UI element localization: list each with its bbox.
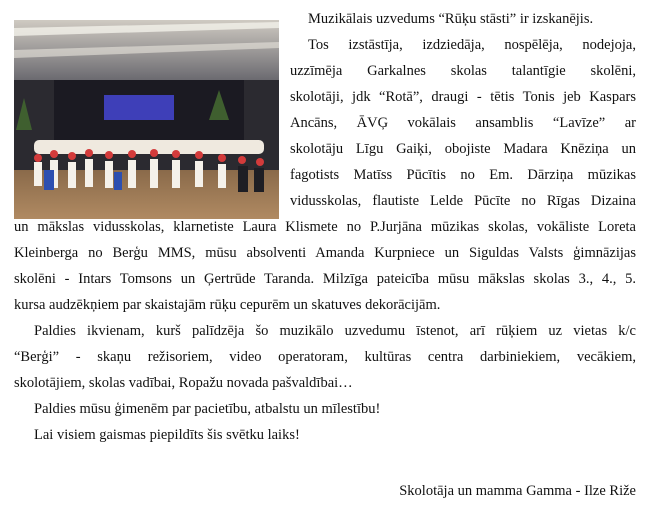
choir-photo-image <box>14 20 279 219</box>
text-line: skolēni - Intars Tomsons un Ģertrūde Taranda. Milzīga pateicība mūsu mākslas skolas 3., 4., 5. <box>14 271 636 287</box>
choir-photo <box>14 20 279 219</box>
text-line: Paldies ikvienam, kurš palīdzēja šo muzikālo uzvedumu īstenot, arī rūķiem uz vietas k/c <box>34 323 636 339</box>
text-line: Lai visiem gaismas piepildīts šis svētku laiks! <box>34 427 300 443</box>
text-line: vidusskolas, flautiste Lelde Pūcīte no Rīgas Dizaina <box>290 193 636 209</box>
text-line: fagotists Matīss Pūcītis no Em. Dārziņa mūzikas <box>290 167 636 183</box>
text-line: skolotāji, jdk “Rotā”, draugi - tētis Tonis jeb Kaspars <box>290 89 636 105</box>
text-line: Ancāns, ĀVĢ vokālais ansamblis “Lavīze” ar <box>290 115 636 131</box>
signature: Skolotāja un mamma Gamma - Ilze Riže <box>399 483 636 499</box>
text-line: Paldies mūsu ģimenēm par pacietību, atbalstu un mīlestību! <box>34 401 381 417</box>
text-line: Muzikālais uzvedums “Rūķu stāsti” ir izskanējis. <box>308 11 594 27</box>
text-line: Kleinberga no Berģu MMS, mūsu absolventi Amanda Kurpniece un Siguldas Valsts ģimnāzijas <box>14 245 636 261</box>
text-line: skolotājiem, skolas vadībai, Ropažu novada pašvaldībai… <box>14 375 353 391</box>
text-line: “Berģi” - skaņu režisoriem, video operatoram, kultūras centra darbiniekiem, vecākiem, <box>14 349 636 365</box>
text-line: un mākslas vidusskolas, klarnetiste Laura Klismete no P.Jurjāna mūzikas skolas, vokāliste Loreta <box>14 219 636 235</box>
text-line: uzzīmēja Garkalnes skolas talantīgie skolēni, <box>290 63 636 79</box>
text-line: skolotāju Līgu Gaiķi, obojiste Madara Knēziņa un <box>290 141 636 157</box>
text-line: Tos izstāstīja, izdziedāja, nospēlēja, nodejoja, <box>308 37 636 53</box>
text-line: kursa audzēkņiem par skaistajām rūķu cepurēm un skatuves dekorācijām. <box>14 297 441 313</box>
